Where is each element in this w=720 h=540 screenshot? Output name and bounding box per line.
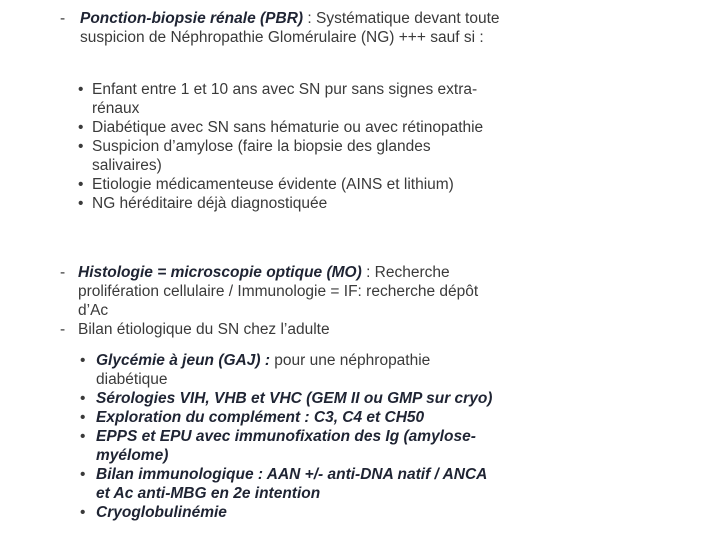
histologie-text: : Recherche prolifération cellulaire / Immunologie = IF: recherche dépôt d’Ac [78, 264, 479, 319]
bullet-marker: • [80, 466, 86, 483]
list-item: • Suspicion d’amylose (faire la biopsie des glandes salivaires) [78, 138, 431, 174]
histologie-paragraph [60, 263, 500, 320]
list-item: • EPPS et EPU avec immunofixation des Ig (amylose-myélome) [80, 428, 476, 464]
bullet-marker: • [78, 119, 84, 136]
bilan-paragraph [60, 320, 500, 339]
pbr-paragraph [60, 9, 500, 47]
dash-marker: - [60, 264, 66, 281]
pbr-title: Ponction-biopsie rénale (PBR) [80, 10, 304, 27]
bilan-text: Bilan étiologique du SN chez l’adulte [78, 321, 330, 338]
pbr-text: : Systématique devant toute suspicion de Néphropathie Glomérulaire (NG) +++ sauf si : [80, 10, 500, 46]
bullet-marker: • [78, 138, 84, 155]
bullet-marker: • [80, 352, 86, 369]
list-item: • Etiologie médicamenteuse évidente (AINS et lithium) [78, 176, 454, 193]
bullet-marker: • [78, 81, 84, 98]
bilan-items-list [80, 351, 500, 522]
dash-marker: - [60, 321, 66, 338]
bullet-marker: • [80, 504, 86, 521]
bullet-marker: • [80, 390, 86, 407]
list-item: • Enfant entre 1 et 10 ans avec SN pur sans signes extra-rénaux [78, 81, 478, 117]
list-item: • Sérologies VIH, VHB et VHC (GEM II ou GMP sur cryo) [80, 390, 493, 407]
list-item: • Glycémie à jeun (GAJ) : pour une néphropathie diabétique [80, 352, 431, 388]
bullet-marker: • [78, 195, 84, 212]
bullet-marker: • [78, 176, 84, 193]
bullet-marker: • [80, 428, 86, 445]
list-item: • Bilan immunologique : AAN +/- anti-DNA natif / ANCA et Ac anti-MBG en 2e intention [80, 466, 487, 502]
list-item: • NG héréditaire déjà diagnostiquée [78, 195, 328, 212]
histologie-title: Histologie = microscopie optique (MO) [78, 264, 362, 281]
dash-marker: - [60, 10, 66, 27]
list-item: • Exploration du complément : C3, C4 et CH50 [80, 409, 425, 426]
list-item: • Diabétique avec SN sans hématurie ou avec rétinopathie [78, 119, 484, 136]
pbr-exceptions-list [78, 80, 498, 213]
bullet-marker: • [80, 409, 86, 426]
list-item: • Cryoglobulinémie [80, 504, 227, 521]
